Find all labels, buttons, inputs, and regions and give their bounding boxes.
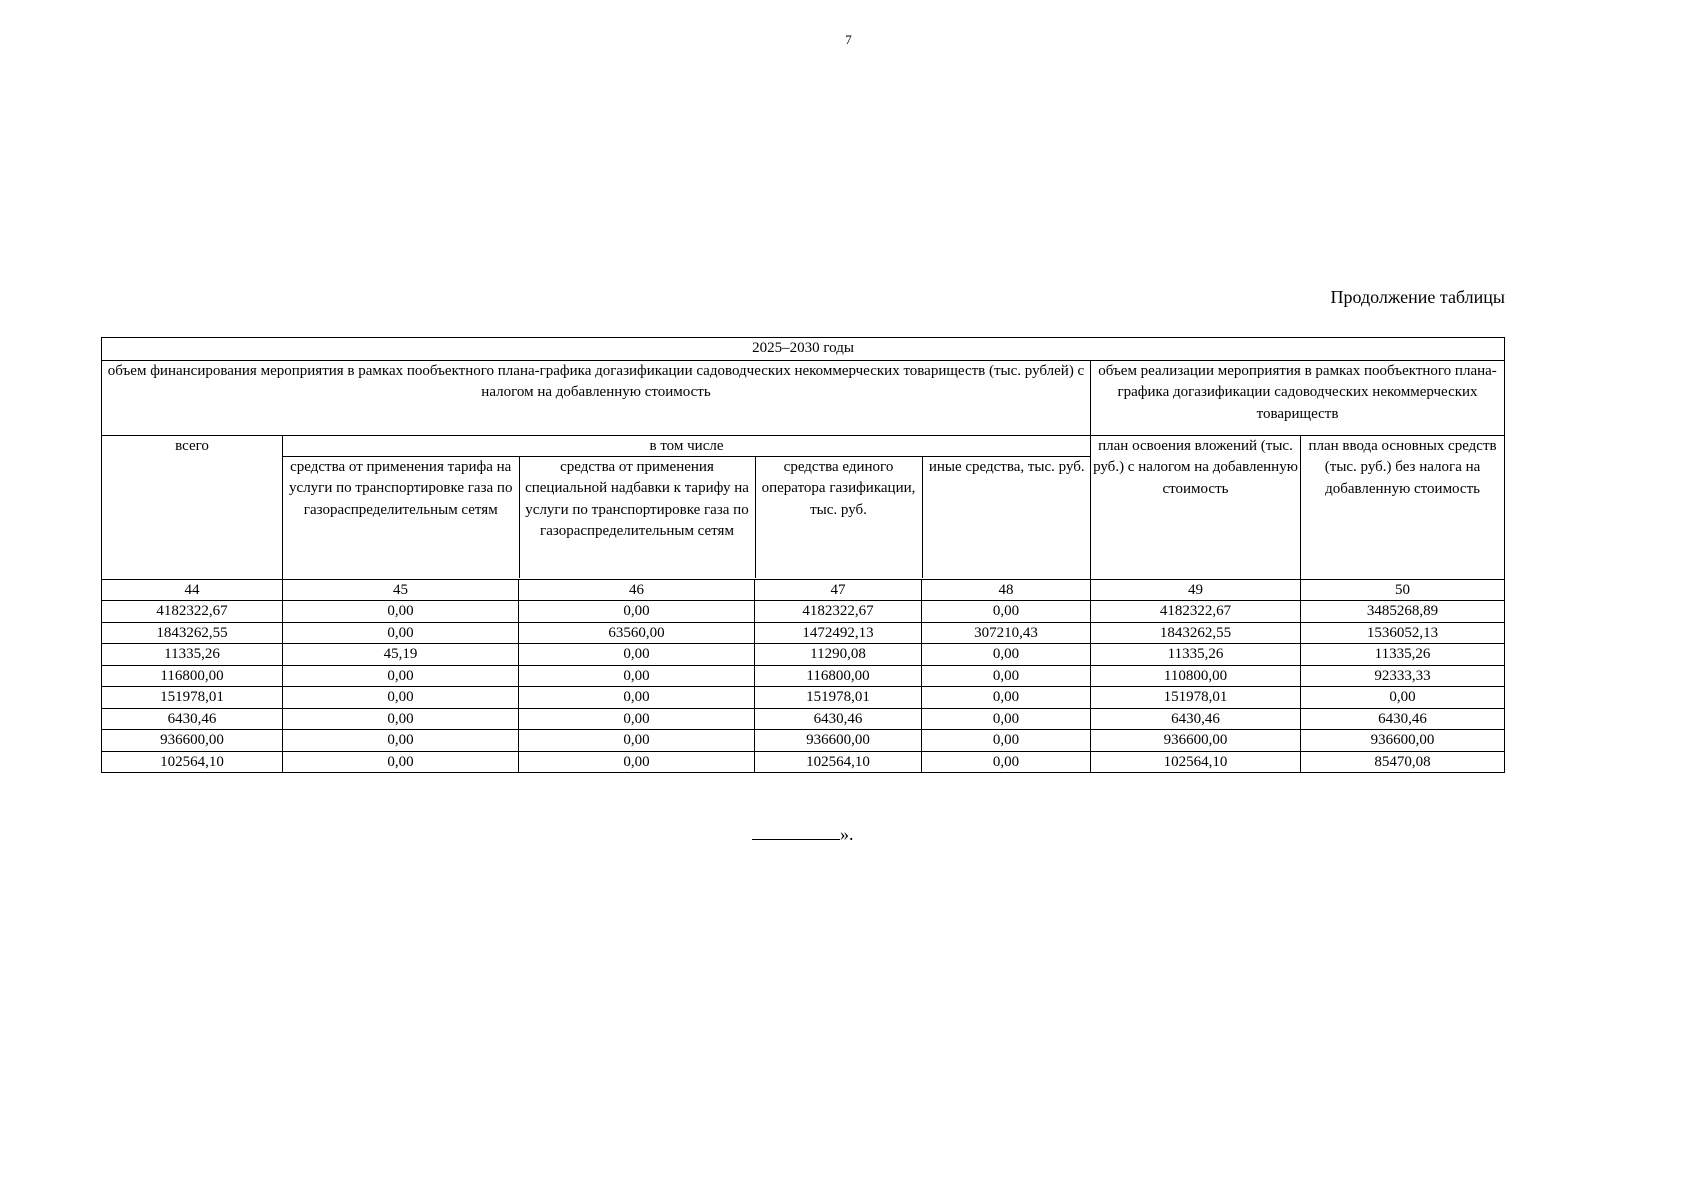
table-cell: 936600,00: [102, 730, 283, 752]
table-cell: 1843262,55: [102, 622, 283, 644]
table-row: [102, 708, 1505, 730]
table-cell: 102564,10: [755, 751, 922, 773]
table-cell: 0,00: [283, 708, 519, 730]
table-cell: 85470,08: [1301, 751, 1505, 773]
table-cell: 151978,01: [1091, 687, 1301, 709]
table-cell: 936600,00: [1091, 730, 1301, 752]
table-cell: 0,00: [519, 687, 755, 709]
table-cell: 11290,08: [755, 644, 922, 666]
table-cell: 1472492,13: [755, 622, 922, 644]
table-cell: 4182322,67: [1091, 601, 1301, 623]
table-cell: 45,19: [283, 644, 519, 666]
table-cell: 151978,01: [102, 687, 283, 709]
gasification-table: [101, 337, 1505, 773]
including-subtable: [283, 457, 1091, 578]
column-number: 50: [1301, 579, 1505, 601]
column-number: 47: [755, 579, 922, 601]
table-cell: 0,00: [283, 687, 519, 709]
closing-quote: ».: [840, 824, 854, 844]
column-number: 45: [283, 579, 519, 601]
table-row: [102, 601, 1505, 623]
table-cell: 3485268,89: [1301, 601, 1505, 623]
column-number: 46: [519, 579, 755, 601]
table-row: [102, 665, 1505, 687]
table-cell: 0,00: [922, 751, 1091, 773]
table-cell: 0,00: [283, 730, 519, 752]
table-cell: 936600,00: [755, 730, 922, 752]
table-row: [102, 687, 1505, 709]
table-cell: 92333,33: [1301, 665, 1505, 687]
operator-column-header: средства единого оператора газификации, тыс. руб.: [755, 457, 922, 578]
table-row: [102, 751, 1505, 773]
table-cell: 4182322,67: [755, 601, 922, 623]
table-cell: 0,00: [922, 687, 1091, 709]
table-cell: 110800,00: [1091, 665, 1301, 687]
other-funds-column-header: иные средства, тыс. руб.: [928, 458, 1085, 475]
period-header: 2025–2030 годы: [102, 338, 1505, 361]
table-cell: 0,00: [283, 601, 519, 623]
table-cell: 0,00: [922, 730, 1091, 752]
table-cell: 11335,26: [1301, 644, 1505, 666]
column-number: 44: [102, 579, 283, 601]
table-cell: 63560,00: [519, 622, 755, 644]
table-cell: 0,00: [283, 665, 519, 687]
table-cell: 116800,00: [102, 665, 283, 687]
table-cell: 6430,46: [102, 708, 283, 730]
table-cell: 0,00: [1301, 687, 1505, 709]
table-cell: 0,00: [519, 751, 755, 773]
column-numbers-row: [102, 579, 1505, 601]
page-number: 7: [845, 32, 852, 47]
realization-group-header: объем реализации мероприятия в рамках пообъектного плана-графика догазификации садоводческих некоммерческих товариществ: [1091, 360, 1505, 435]
table-cell: 6430,46: [755, 708, 922, 730]
table-row: [102, 730, 1505, 752]
table-cell: 0,00: [519, 730, 755, 752]
column-number: 48: [922, 579, 1091, 601]
including-header: в том числе: [283, 436, 1091, 457]
table-row: [102, 622, 1505, 644]
table-cell: 6430,46: [1091, 708, 1301, 730]
including-group: [283, 435, 1091, 579]
financing-group-header: объем финансирования мероприятия в рамках пообъектного плана-графика догазификации садоводческих некоммерческих товариществ (тыс. рублей) с налогом на добавленную стоимость: [102, 360, 1091, 435]
assets-plan-column-header: план ввода основных средств (тыс. руб.) без налога на добавленную стоимость: [1301, 435, 1505, 579]
table-cell: 0,00: [519, 708, 755, 730]
table-cell: 0,00: [519, 644, 755, 666]
column-number: 49: [1091, 579, 1301, 601]
table-cell: 11335,26: [102, 644, 283, 666]
table-cell: 0,00: [283, 622, 519, 644]
total-column-header: всего: [102, 435, 283, 579]
table-cell: 0,00: [283, 751, 519, 773]
table-cell: 0,00: [519, 601, 755, 623]
table-cell: 0,00: [922, 601, 1091, 623]
table-cell: 6430,46: [1301, 708, 1505, 730]
continuation-label: Продолжение таблицы: [1330, 287, 1505, 307]
signature-line: [752, 821, 840, 840]
table-cell: 0,00: [922, 665, 1091, 687]
table-cell: 11335,26: [1091, 644, 1301, 666]
investment-plan-column-header: план освоения вложений (тыс. руб.) с налогом на добавленную стоимость: [1091, 435, 1301, 579]
closing-mark: [752, 821, 854, 845]
table-cell: 0,00: [922, 644, 1091, 666]
table-row: [102, 644, 1505, 666]
table-cell: 102564,10: [102, 751, 283, 773]
table-cell: 1536052,13: [1301, 622, 1505, 644]
table-cell: 0,00: [922, 708, 1091, 730]
table-cell: 151978,01: [755, 687, 922, 709]
tariff-column-header: средства от применения тарифа на услуги по транспортировке газа по газораспределительным сетям: [283, 457, 519, 578]
table-cell: 116800,00: [755, 665, 922, 687]
table-cell: 307210,43: [922, 622, 1091, 644]
table-cell: 936600,00: [1301, 730, 1505, 752]
surcharge-column-header: средства от применения специальной надбавки к тарифу на услуги по транспортировке газа по газораспределительным сетям: [519, 457, 755, 578]
table-cell: 102564,10: [1091, 751, 1301, 773]
table-cell: 4182322,67: [102, 601, 283, 623]
table-cell: 0,00: [519, 665, 755, 687]
table-cell: 1843262,55: [1091, 622, 1301, 644]
